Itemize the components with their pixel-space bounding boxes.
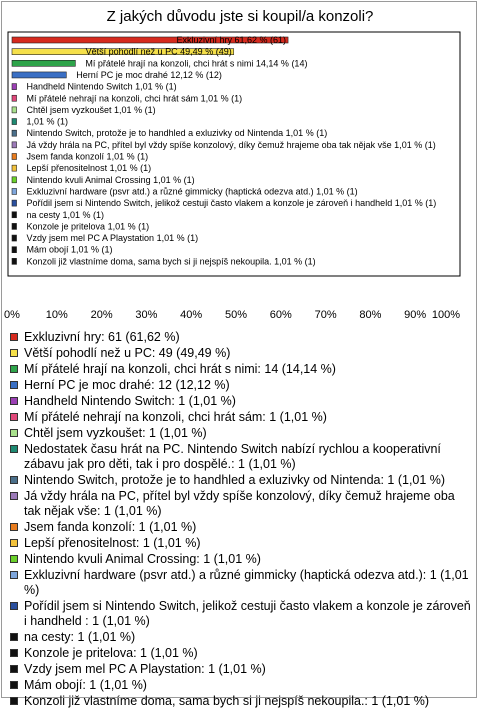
legend-swatch: [10, 571, 18, 579]
bar-label-13: Nintendo kvuli Animal Crossing 1,01 % (1): [26, 174, 195, 185]
bar-label-15: Pořídil jsem si Nintendo Switch, jelikož cestuji často vlakem a konzole je zároveň i handheld 1,01 % (1): [26, 198, 437, 209]
bar-label-1: Exkluzivní hry 61,62 % (61): [176, 35, 287, 45]
legend-label: Konzoli již vlastníme doma, sama bych si ji nejspíš nekoupila.: 1 (1,01 %): [24, 694, 430, 708]
legend-swatch: [10, 649, 18, 657]
bar-chart: [0, 0, 480, 330]
bar-4: [12, 72, 66, 78]
x-tick-label: 20%: [90, 309, 113, 321]
bar-label-16: na cesty 1,01 % (1): [26, 209, 105, 220]
legend-swatch: [10, 539, 18, 547]
bar-8: [12, 119, 17, 125]
legend-item: [8, 378, 474, 393]
x-tick-label: 100%: [431, 309, 460, 321]
bar-label-5: Handheld Nintendo Switch 1,01 % (1): [26, 81, 177, 92]
bar-label-9: Nintendo Switch, protože je to handhled a exluzivky od Nintenda 1,01 % (1): [26, 128, 328, 139]
bar-label-3: Mí přátelé hrají na konzoli, chci hrát s nimi 14,14 % (14): [85, 58, 308, 69]
legend-label: na cesty: 1 (1,01 %): [24, 630, 136, 644]
legend-swatch: [10, 523, 18, 531]
legend: [8, 330, 474, 710]
bar-label-14: Exkluzivní hardware (psvr atd.) a různé gimmicky (haptická odezva atd.) 1,01 % (1): [26, 186, 358, 197]
legend-swatch: [10, 681, 18, 689]
legend-label: Nintendo Switch, protože je to handhled a exluzivky od Nintenda: 1 (1,01 %): [24, 473, 446, 487]
bar-6: [12, 95, 17, 101]
x-tick-label: 30%: [135, 309, 158, 321]
bar-7: [12, 107, 17, 113]
bar-18: [12, 235, 17, 241]
bar-9: [12, 130, 17, 136]
legend-label: Nintendo kvuli Animal Crossing: 1 (1,01 %): [24, 552, 261, 566]
legend-label: Exkluzivní hry: 61 (61,62 %): [24, 330, 180, 344]
bar-16: [12, 212, 17, 218]
legend-item: [8, 536, 474, 551]
bar-11: [12, 154, 17, 160]
legend-item: [8, 346, 474, 361]
bar-12: [12, 165, 17, 171]
legend-item: [8, 630, 474, 645]
x-tick-label: 80%: [359, 309, 382, 321]
bar-label-6: Mí přátelé nehrají na konzoli, chci hrát sám 1,01 % (1): [26, 93, 243, 104]
bar-label-20: Konzoli již vlastníme doma, sama bych si ji nejspíš nekoupila. 1,01 % (1): [26, 256, 316, 267]
legend-label: Herní PC je moc drahé: 12 (12,12 %): [24, 378, 230, 392]
x-tick-label: 0%: [4, 309, 20, 321]
legend-label: Mí přátelé nehrají na konzoli, chci hrát sám: 1 (1,01 %): [24, 410, 327, 424]
legend-item: [8, 646, 474, 661]
legend-label: Handheld Nintendo Switch: 1 (1,01 %): [24, 394, 236, 408]
legend-swatch: [10, 602, 18, 610]
legend-label: Nedostatek času hrát na PC. Nintendo Switch nabízí rychlou a kooperativní zábavu jak pro děti, tak i pro dospělé.: 1 (1,01 %): [24, 442, 441, 471]
legend-item: [8, 678, 474, 693]
legend-swatch: [10, 445, 18, 453]
legend-label: Větší pohodlí než u PC: 49 (49,49 %): [24, 346, 231, 360]
legend-swatch: [10, 365, 18, 373]
legend-swatch: [10, 665, 18, 673]
legend-item: [8, 362, 474, 377]
legend-label: Jsem fanda konzolí: 1 (1,01 %): [24, 520, 197, 534]
legend-swatch: [10, 349, 18, 357]
bar-14: [12, 188, 17, 194]
legend-swatch: [10, 413, 18, 421]
legend-item: [8, 552, 474, 567]
legend-label: Vzdy jsem mel PC A Playstation: 1 (1,01 %): [24, 662, 266, 676]
bar-label-18: Vzdy jsem mel PC A Playstation 1,01 % (1): [26, 233, 199, 244]
bar-label-8: 1,01 % (1): [26, 116, 69, 127]
legend-label: Pořídil jsem si Nintendo Switch, jelikož cestuji často vlakem a konzole je zároveň i handheld : 1 (1,01 %): [24, 599, 471, 628]
bar-label-11: Jsem fanda konzolí 1,01 % (1): [26, 151, 149, 162]
legend-swatch: [10, 697, 18, 705]
bar-5: [12, 84, 17, 90]
legend-label: Mám obojí: 1 (1,01 %): [24, 678, 147, 692]
x-tick-label: 50%: [224, 309, 248, 321]
x-tick-label: 40%: [180, 309, 203, 321]
bar-10: [12, 142, 17, 148]
bar-17: [12, 223, 17, 229]
bar-label-7: Chtěl jsem vyzkoušet 1,01 % (1): [26, 104, 156, 115]
legend-item: [8, 489, 474, 519]
legend-label: Lepší přenositelnost: 1 (1,01 %): [24, 536, 201, 550]
chart-title: Z jakých důvodu jste si koupil/a konzoli?: [106, 8, 374, 25]
bar-label-12: Lepší přenositelnost 1,01 % (1): [26, 163, 152, 174]
legend-label: Mí přátelé hrají na konzoli, chci hrát s nimi: 14 (14,14 %): [24, 362, 336, 376]
bar-3: [12, 60, 75, 66]
bar-20: [12, 258, 17, 264]
bar-label-4: Herní PC je moc drahé 12,12 % (12): [76, 69, 222, 80]
legend-item: [8, 442, 474, 472]
legend-item: [8, 694, 474, 709]
legend-swatch: [10, 333, 18, 341]
bar-label-10: Já vždy hrála na PC, přítel byl vždy spíše konzolový, díky čemuž hrajeme oba tak nějak vše 1,01 % (1): [26, 139, 436, 150]
bar-15: [12, 200, 17, 206]
bar-13: [12, 177, 17, 183]
x-axis-ticks: [4, 309, 460, 321]
x-tick-label: 90%: [404, 309, 427, 321]
legend-swatch: [10, 555, 18, 563]
bar-label-17: Konzole je pritelova 1,01 % (1): [26, 221, 150, 232]
bar-19: [12, 247, 17, 253]
x-tick-label: 70%: [314, 309, 337, 321]
x-tick-label: 60%: [269, 309, 292, 321]
legend-item: [8, 473, 474, 488]
legend-label: Já vždy hrála na PC, přítel byl vždy spíše konzolový, díky čemuž hrajeme oba tak nějak vše: 1 (1,01 %): [24, 489, 455, 518]
legend-label: Chtěl jsem vyzkoušet: 1 (1,01 %): [24, 426, 207, 440]
bar-label-19: Mám obojí 1,01 % (1): [26, 244, 113, 255]
legend-item: [8, 599, 474, 629]
legend-item: [8, 410, 474, 425]
legend-item: [8, 394, 474, 409]
legend-item: [8, 426, 474, 441]
legend-swatch: [10, 492, 18, 500]
legend-label: Konzole je pritelova: 1 (1,01 %): [24, 646, 198, 660]
legend-swatch: [10, 633, 18, 641]
legend-swatch: [10, 397, 18, 405]
legend-swatch: [10, 476, 18, 484]
x-tick-label: 10%: [45, 309, 68, 321]
legend-item: [8, 330, 474, 345]
legend-swatch: [10, 381, 18, 389]
legend-item: [8, 568, 474, 598]
legend-item: [8, 662, 474, 677]
legend-swatch: [10, 429, 18, 437]
legend-label: Exkluzivní hardware (psvr atd.) a různé gimmicky (haptická odezva atd.): 1 (1,01 %): [24, 568, 469, 597]
legend-item: [8, 520, 474, 535]
bar-label-2: Větší pohodlí než u PC 49,49 % (49): [85, 46, 232, 57]
